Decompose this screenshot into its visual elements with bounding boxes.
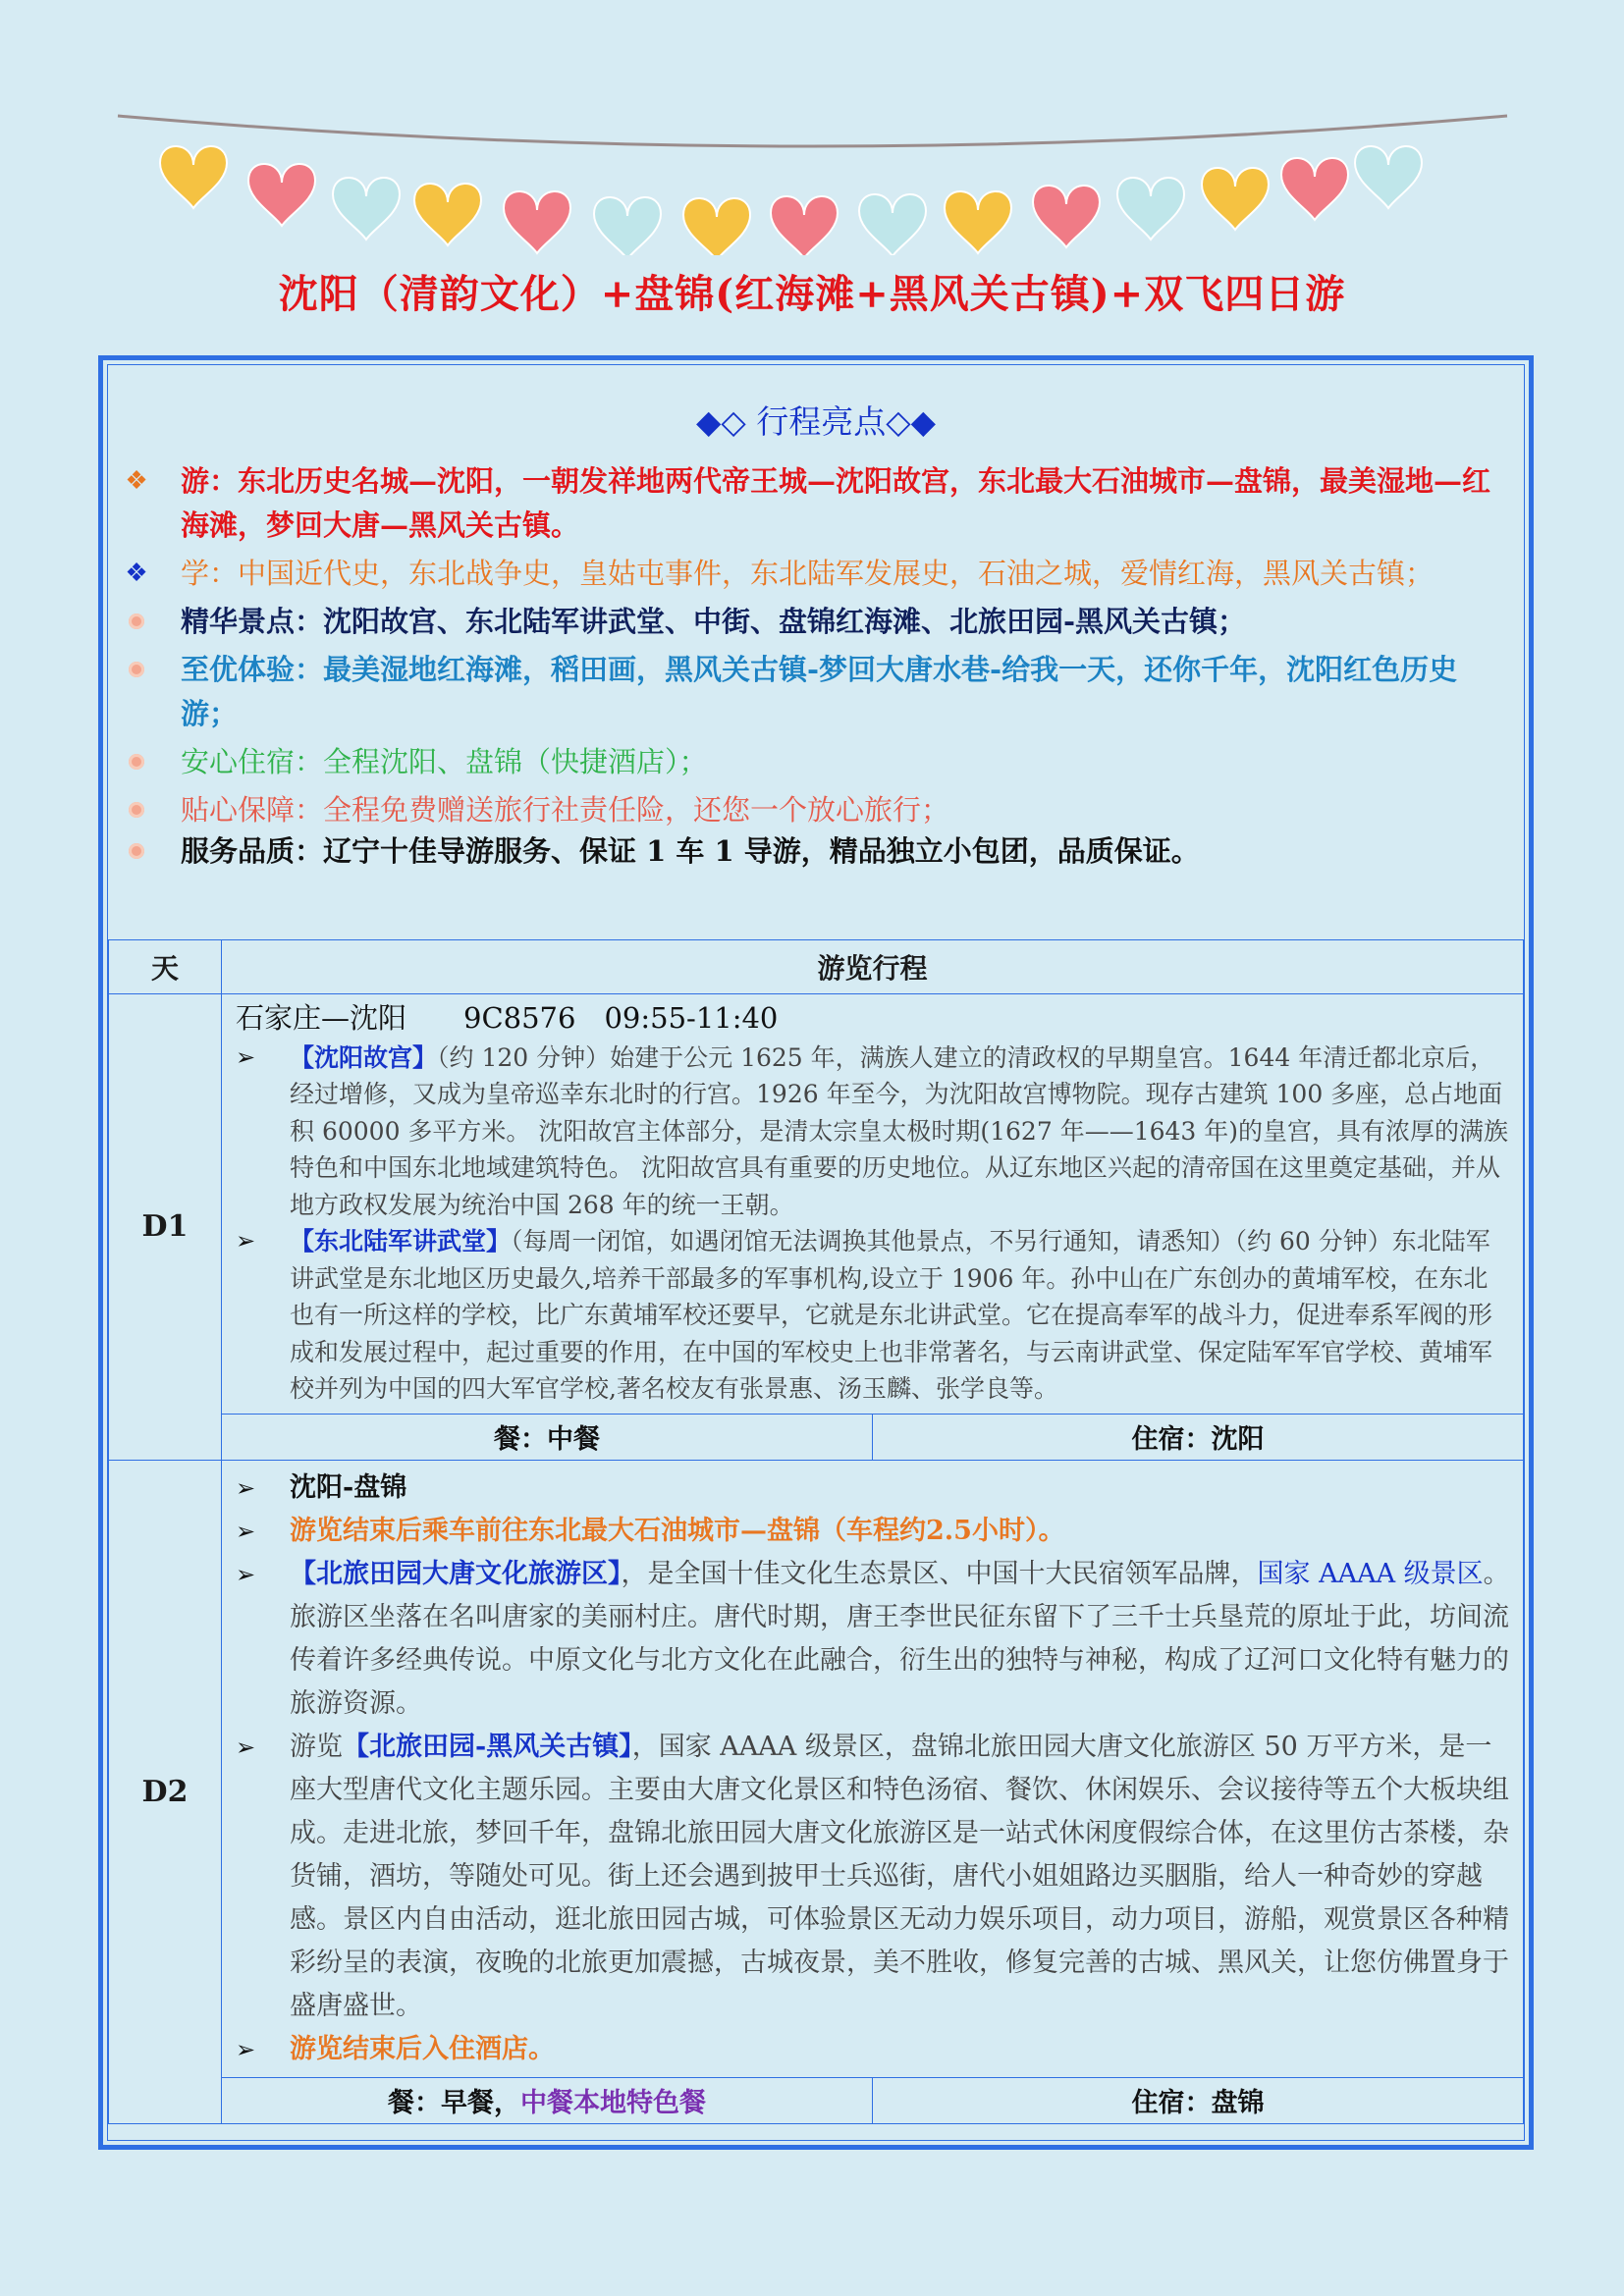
page-title: 沈阳（清韵文化）+盘锦(红海滩+黑风关古镇)+双飞四日游	[278, 271, 1346, 317]
spot-item	[236, 1040, 1511, 1224]
column-header-route: 游览行程	[222, 940, 1524, 994]
heart-icon	[859, 194, 926, 255]
highlight-item: ❖ 学：中国近代史，东北战争史，皇姑屯事件，东北陆军发展史，石油之城，爱情红海，黑风关古镇；	[108, 552, 1524, 596]
flower-bullet-icon	[122, 600, 151, 644]
highlight-item: 贴心保障：全程免费赠送旅行社责任险，还您一个放心旅行；	[108, 788, 1524, 832]
heart-icon	[1202, 168, 1269, 230]
flower-bullet-icon	[122, 740, 151, 784]
heart-icon	[414, 184, 481, 245]
arrow-bullet-icon: ➢	[236, 1517, 256, 1545]
highlight-item: 至优体验：最美湿地红海滩，稻田画，黑风关古镇-梦回大唐水巷-给我一天，还你千年，沈阳红色历史游；	[108, 648, 1524, 736]
heart-icon	[683, 198, 750, 255]
day-label: D1	[109, 994, 222, 1461]
arrow-bullet-icon: ➢	[236, 1733, 256, 1761]
heart-icon	[594, 197, 661, 255]
flower-bullet-icon	[122, 832, 151, 870]
diamond-bullet-icon: ❖	[125, 559, 148, 588]
heart-icon	[1117, 178, 1184, 240]
arrow-bullet-icon: ➢	[236, 1473, 256, 1502]
arrow-bullet-icon: ➢	[236, 1227, 256, 1255]
route-item: ➢ 游览结束后入住酒店。	[236, 2028, 1511, 2071]
heart-icon	[504, 191, 570, 253]
heart-icon	[333, 178, 400, 240]
heart-icon	[1033, 186, 1100, 247]
meal-info: 餐：早餐，中餐本地特色餐	[222, 2077, 873, 2123]
heart-icon	[1281, 158, 1348, 220]
route-item: ➢ 沈阳-盘锦	[236, 1467, 1511, 1510]
spot-item	[236, 1223, 1511, 1408]
spot-description: （约 120 分钟）始建于公元 1625 年，满族人建立的清政权的早期皇宫。1644 年清迁都北京后，经过增修，又成为皇帝巡幸东北时的行宫。1926 年至今，为沈阳故宫博物院。现存古建筑 100 多座，总占地面积 60000 多平方米。 沈阳故宫主体部分，是清太宗皇太极时期(1627 年——1643 年)的皇宫，具有浓厚的满族特色和中国东北地域建筑特色。 沈阳故宫具有重要的历史地位。从辽东地区兴起的清帝国在这里奠定基础，并从地方政权发展为统治中国 268 年的统一王朝。	[290, 1042, 1509, 1219]
spot-name: 【北旅田园-黑风关古镇】	[343, 1731, 632, 1762]
itinerary-table	[108, 939, 1524, 2124]
column-header-day: 天	[109, 940, 222, 994]
day-content	[222, 994, 1524, 1415]
heart-icon	[248, 164, 315, 226]
heart-icon	[1355, 146, 1422, 208]
highlights-list	[108, 459, 1524, 870]
highlights-heading: ◆◇ 行程亮点◇◆	[695, 402, 937, 441]
route-heading: 石家庄—沈阳 9C8576 09:55-11:40	[236, 1001, 779, 1035]
stay-info: 住宿：盘锦	[873, 2077, 1524, 2123]
heart-icon	[771, 196, 838, 255]
meal-info: 餐：中餐	[222, 1414, 873, 1460]
highlight-item: ❖ 游：东北历史名城—沈阳，一朝发祥地两代帝王城—沈阳故宫，东北最大石油城市—盘锦，最美湿地—红海滩，梦回大唐—黑风关古镇。	[108, 459, 1524, 548]
heart-icon	[160, 146, 227, 208]
meal-row	[109, 2077, 1524, 2123]
day-content	[222, 1460, 1524, 2077]
diamond-bullet-icon: ❖	[125, 466, 148, 496]
heart-garland	[0, 0, 1624, 255]
day-row	[109, 1460, 1524, 2077]
flower-bullet-icon	[122, 788, 151, 832]
arrow-bullet-icon: ➢	[236, 1560, 256, 1588]
spot-name: 【东北陆军讲武堂】	[290, 1227, 512, 1255]
spot-item: ➢ 【北旅田园大唐文化旅游区】，是全国十佳文化生态景区、中国十大民宿领军品牌，国家 AAAA 级景区。旅游区坐落在名叫唐家的美丽村庄。唐代时期，唐王李世民征东留下了三千士兵垦荒的原址于此，坊间流传着许多经典传说。中原文化与北方文化在此融合，衍生出的独特与神秘，构成了辽河口文化特有魅力的旅游资源。	[236, 1553, 1511, 1726]
flower-bullet-icon	[122, 648, 151, 692]
heart-icon	[945, 191, 1011, 253]
spot-name: 【北旅田园大唐文化旅游区】	[290, 1558, 622, 1589]
spot-name: 【沈阳故宫】	[290, 1042, 438, 1072]
highlight-item: 服务品质：辽宁十佳导游服务、保证 1 车 1 导游，精品独立小包团，品质保证。	[108, 832, 1524, 870]
day-label: D2	[109, 1460, 222, 2123]
stay-info: 住宿：沈阳	[873, 1414, 1524, 1460]
arrow-bullet-icon: ➢	[236, 1042, 256, 1071]
spot-item: ➢ 游览【北旅田园-黑风关古镇】，国家 AAAA 级景区，盘锦北旅田园大唐文化旅游区 50 万平方米，是一座大型唐代文化主题乐园。主要由大唐文化景区和特色汤宿、餐饮、休闲娱乐、会议接待等五个大板块组成。走进北旅，梦回千年，盘锦北旅田园大唐文化旅游区是一站式休闲度假综合体，在这里仿古茶楼，杂货铺，酒坊，等随处可见。街上还会遇到披甲士兵巡街，唐代小姐姐路边买胭脂，给人一种奇妙的穿越感。景区内自由活动，逛北旅田园古城，可体验景区无动力娱乐项目，动力项目，游船，观赏景区各种精彩纷呈的表演，夜晚的北旅更加震撼，古城夜景，美不胜收，修复完善的古城、黑风关，让您仿佛置身于盛唐盛世。	[236, 1726, 1511, 2028]
highlight-item: 精华景点：沈阳故宫、东北陆军讲武堂、中街、盘锦红海滩、北旅田园-黑风关古镇；	[108, 600, 1524, 644]
itinerary-frame	[98, 355, 1534, 2150]
route-item: ➢ 游览结束后乘车前往东北最大石油城市—盘锦（车程约2.5小时）。	[236, 1510, 1511, 1553]
meal-row	[109, 1414, 1524, 1460]
highlight-item: 安心住宿：全程沈阳、盘锦（快捷酒店）；	[108, 740, 1524, 784]
spot-description: （每周一闭馆，如遇闭馆无法调换其他景点，不另行通知，请悉知）（约 60 分钟）东北陆军讲武堂是东北地区历史最久,培养干部最多的军事机构,设立于 1906 年。孙中山在广东创办的黄埔军校，在东北也有一所这样的学校，比广东黄埔军校还要早，它就是东北讲武堂。它在提高奉军的战斗力，促进奉系军阀的形成和发展过程中，起过重要的作用，在中国的军校史上也非常著名，与云南讲武堂、保定陆军军官学校、黄埔军校并列为中国的四大军官学校,著名校友有张景惠、汤玉麟、张学良等。	[290, 1227, 1493, 1403]
arrow-bullet-icon: ➢	[236, 2035, 256, 2063]
day-row	[109, 994, 1524, 1415]
